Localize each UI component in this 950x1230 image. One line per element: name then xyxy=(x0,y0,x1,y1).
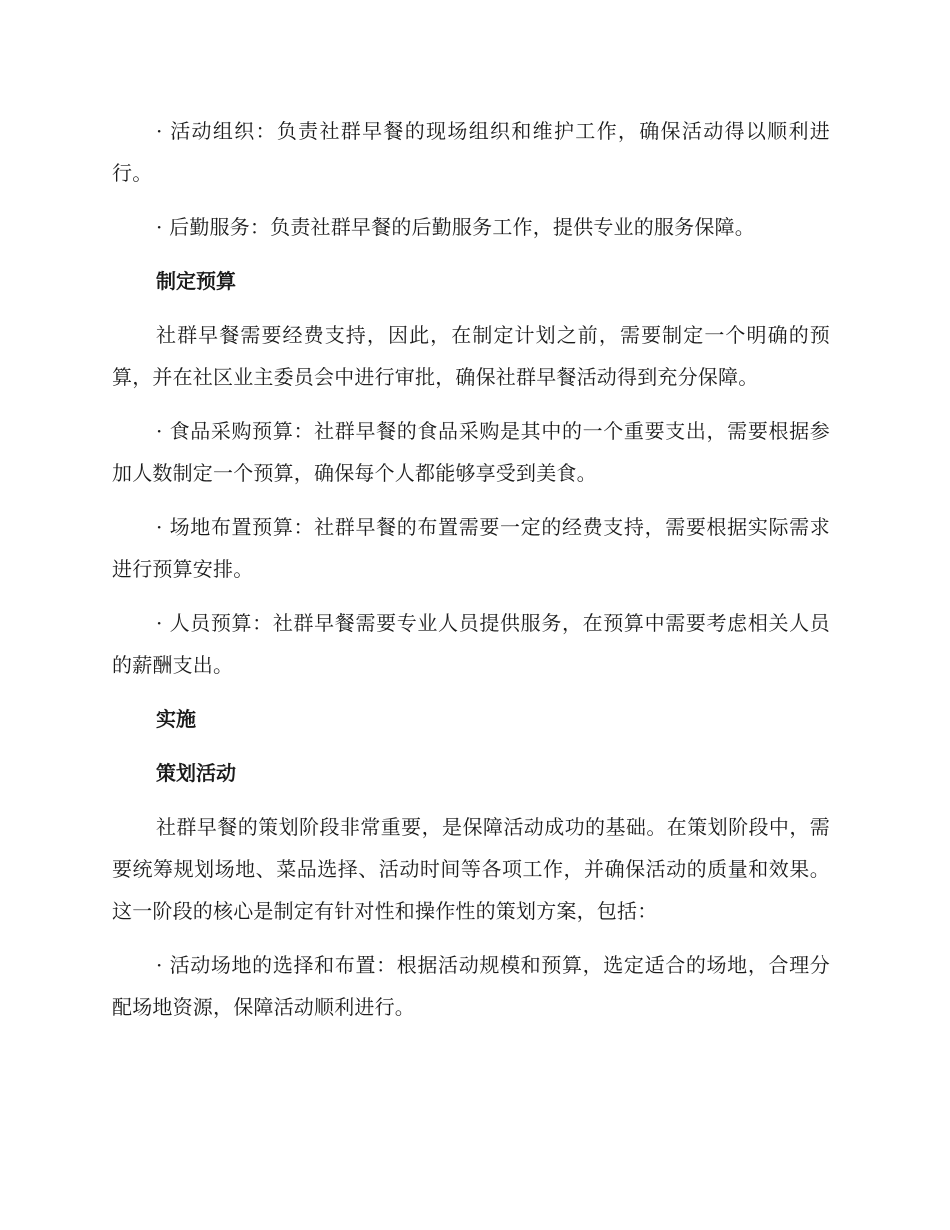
bullet-activity-organization: · 活动组织：负责社群早餐的现场组织和维护工作，确保活动得以顺利进行。 xyxy=(112,110,830,194)
heading-planning: 策划活动 xyxy=(156,761,236,785)
bullet-staff-budget: · 人员预算：社群早餐需要专业人员提供服务，在预算中需要考虑相关人员的薪酬支出。 xyxy=(112,602,830,686)
document-page xyxy=(112,110,830,1040)
heading-implementation: 实施 xyxy=(156,707,196,731)
paragraph-planning-intro: 社群早餐的策划阶段非常重要，是保障活动成功的基础。在策划阶段中，需要统筹规划场地、菜品选择、活动时间等各项工作，并确保活动的质量和效果。这一阶段的核心是制定有针对性和操作性的策划方案，包括： xyxy=(112,815,830,923)
bullet-food-budget: · 食品采购预算：社群早餐的食品采购是其中的一个重要支出，需要根据参加人数制定一个预算，确保每个人都能够享受到美食。 xyxy=(112,410,830,494)
heading-budget: 制定预算 xyxy=(156,269,236,293)
bullet-logistics-service: · 后勤服务：负责社群早餐的后勤服务工作，提供专业的服务保障。 xyxy=(112,206,830,248)
bullet-venue-budget: · 场地布置预算：社群早餐的布置需要一定的经费支持，需要根据实际需求进行预算安排。 xyxy=(112,506,830,590)
paragraph-budget-intro: 社群早餐需要经费支持，因此，在制定计划之前，需要制定一个明确的预算，并在社区业主委员会中进行审批，确保社群早餐活动得到充分保障。 xyxy=(112,323,830,389)
bullet-venue-selection: · 活动场地的选择和布置：根据活动规模和预算，选定适合的场地，合理分配场地资源，保障活动顺利进行。 xyxy=(112,944,830,1028)
